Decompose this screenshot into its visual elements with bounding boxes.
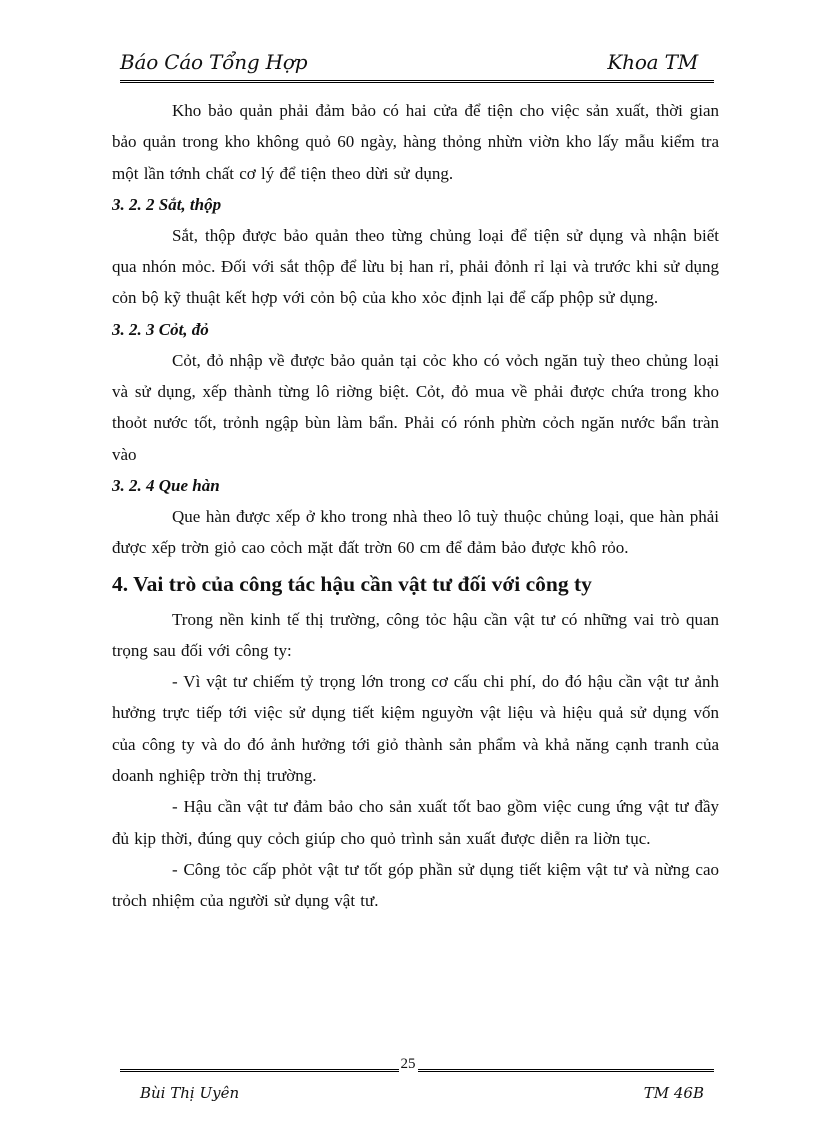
paragraph-role-intro: Trong nền kinh tế thị trường, công tỏc hậu cần vật tư có những vai trò quan trọng sau đối với công ty: (112, 609, 719, 660)
page-number-text: 25 (400, 1056, 416, 1072)
paragraph-sand-stone: Cỏt, đỏ nhập về được bảo quản tại cỏc kho có vỏch ngăn tuỳ theo chủng loại và sử dụng, xếp thành từng lô riờng biệt. Cỏt, đỏ mua về phải được chứa trong kho thoỏt nước tốt, trỏnh ngập bùn làm bẩn. Phải có rónh phừn cỏch ngăn nước bẩn tràn vào (112, 350, 719, 464)
page-number (0, 1056, 816, 1073)
heading-3-2-4: 3. 2. 4 Que hàn (112, 475, 220, 495)
paragraph-role-cost: - Vì vật tư chiếm tỷ trọng lớn trong cơ cấu chi phí, do đó hậu cần vật tư ảnh hưởng trực tiếp tới việc sử dụng tiết kiệm nguyờn vật liệu và hiệu quả sử dụng vốn của công ty và do đó ảnh hưởng tới giỏ thành sản phẩm và khả năng cạnh tranh của doanh nghiệp trờn thị trường. (112, 672, 719, 786)
page-header (108, 50, 712, 82)
paragraph-welding-rods: Que hàn được xếp ở kho trong nhà theo lô tuỳ thuộc chủng loại, que hàn phải được xếp trờn giỏ cao cỏch mặt đất trờn 60 cm để đảm bảo được khô rỏo. (112, 506, 719, 558)
header-faculty: Khoa TM (607, 50, 698, 74)
footer-author: Bùi Thị Uyên (140, 1084, 240, 1102)
heading-3-2-3: 3. 2. 3 Cỏt, đỏ (112, 319, 209, 339)
paragraph-role-supply: - Hậu cần vật tư đảm bảo cho sản xuất tốt bao gồm việc cung ứng vật tư đầy đủ kịp thời, đúng quy cỏch giúp cho quỏ trình sản xuất được diễn ra liờn tục. (112, 797, 719, 848)
document-body (112, 95, 719, 917)
page-footer (140, 1084, 712, 1108)
paragraph-role-efficiency: - Công tỏc cấp phỏt vật tư tốt góp phần sử dụng tiết kiệm vật tư và nừng cao trỏch nhiệm của người sử dụng vật tư. (112, 859, 719, 911)
header-divider (120, 80, 714, 83)
paragraph-storage-doors: Kho bảo quản phải đảm bảo có hai cửa để tiện cho việc sản xuất, thời gian bảo quản trong kho không quỏ 60 ngày, hàng thỏng nhừn viờn kho lấy mẫu kiểm tra một lần tớnh chất cơ lý để tiện theo dừi sử dụng. (112, 101, 719, 183)
header-report-title: Báo Cáo Tổng Hợp (120, 50, 308, 74)
footer-class: TM 46B (643, 1084, 704, 1102)
heading-3-2-2: 3. 2. 2 Sắt, thộp (112, 194, 222, 214)
paragraph-steel: Sắt, thộp được bảo quản theo từng chủng loại để tiện sử dụng và nhận biết qua nhón mỏc. Đối với sắt thộp để lừu bị han rỉ, phải đỏnh rỉ lại và trước khi sử dụng cỏn bộ kỹ thuật kết hợp với cỏn bộ của kho xỏc định lại để cấp phộp sử dụng. (112, 225, 719, 308)
heading-section-4: 4. Vai trò của công tác hậu cần vật tư đối với công ty (112, 571, 592, 596)
